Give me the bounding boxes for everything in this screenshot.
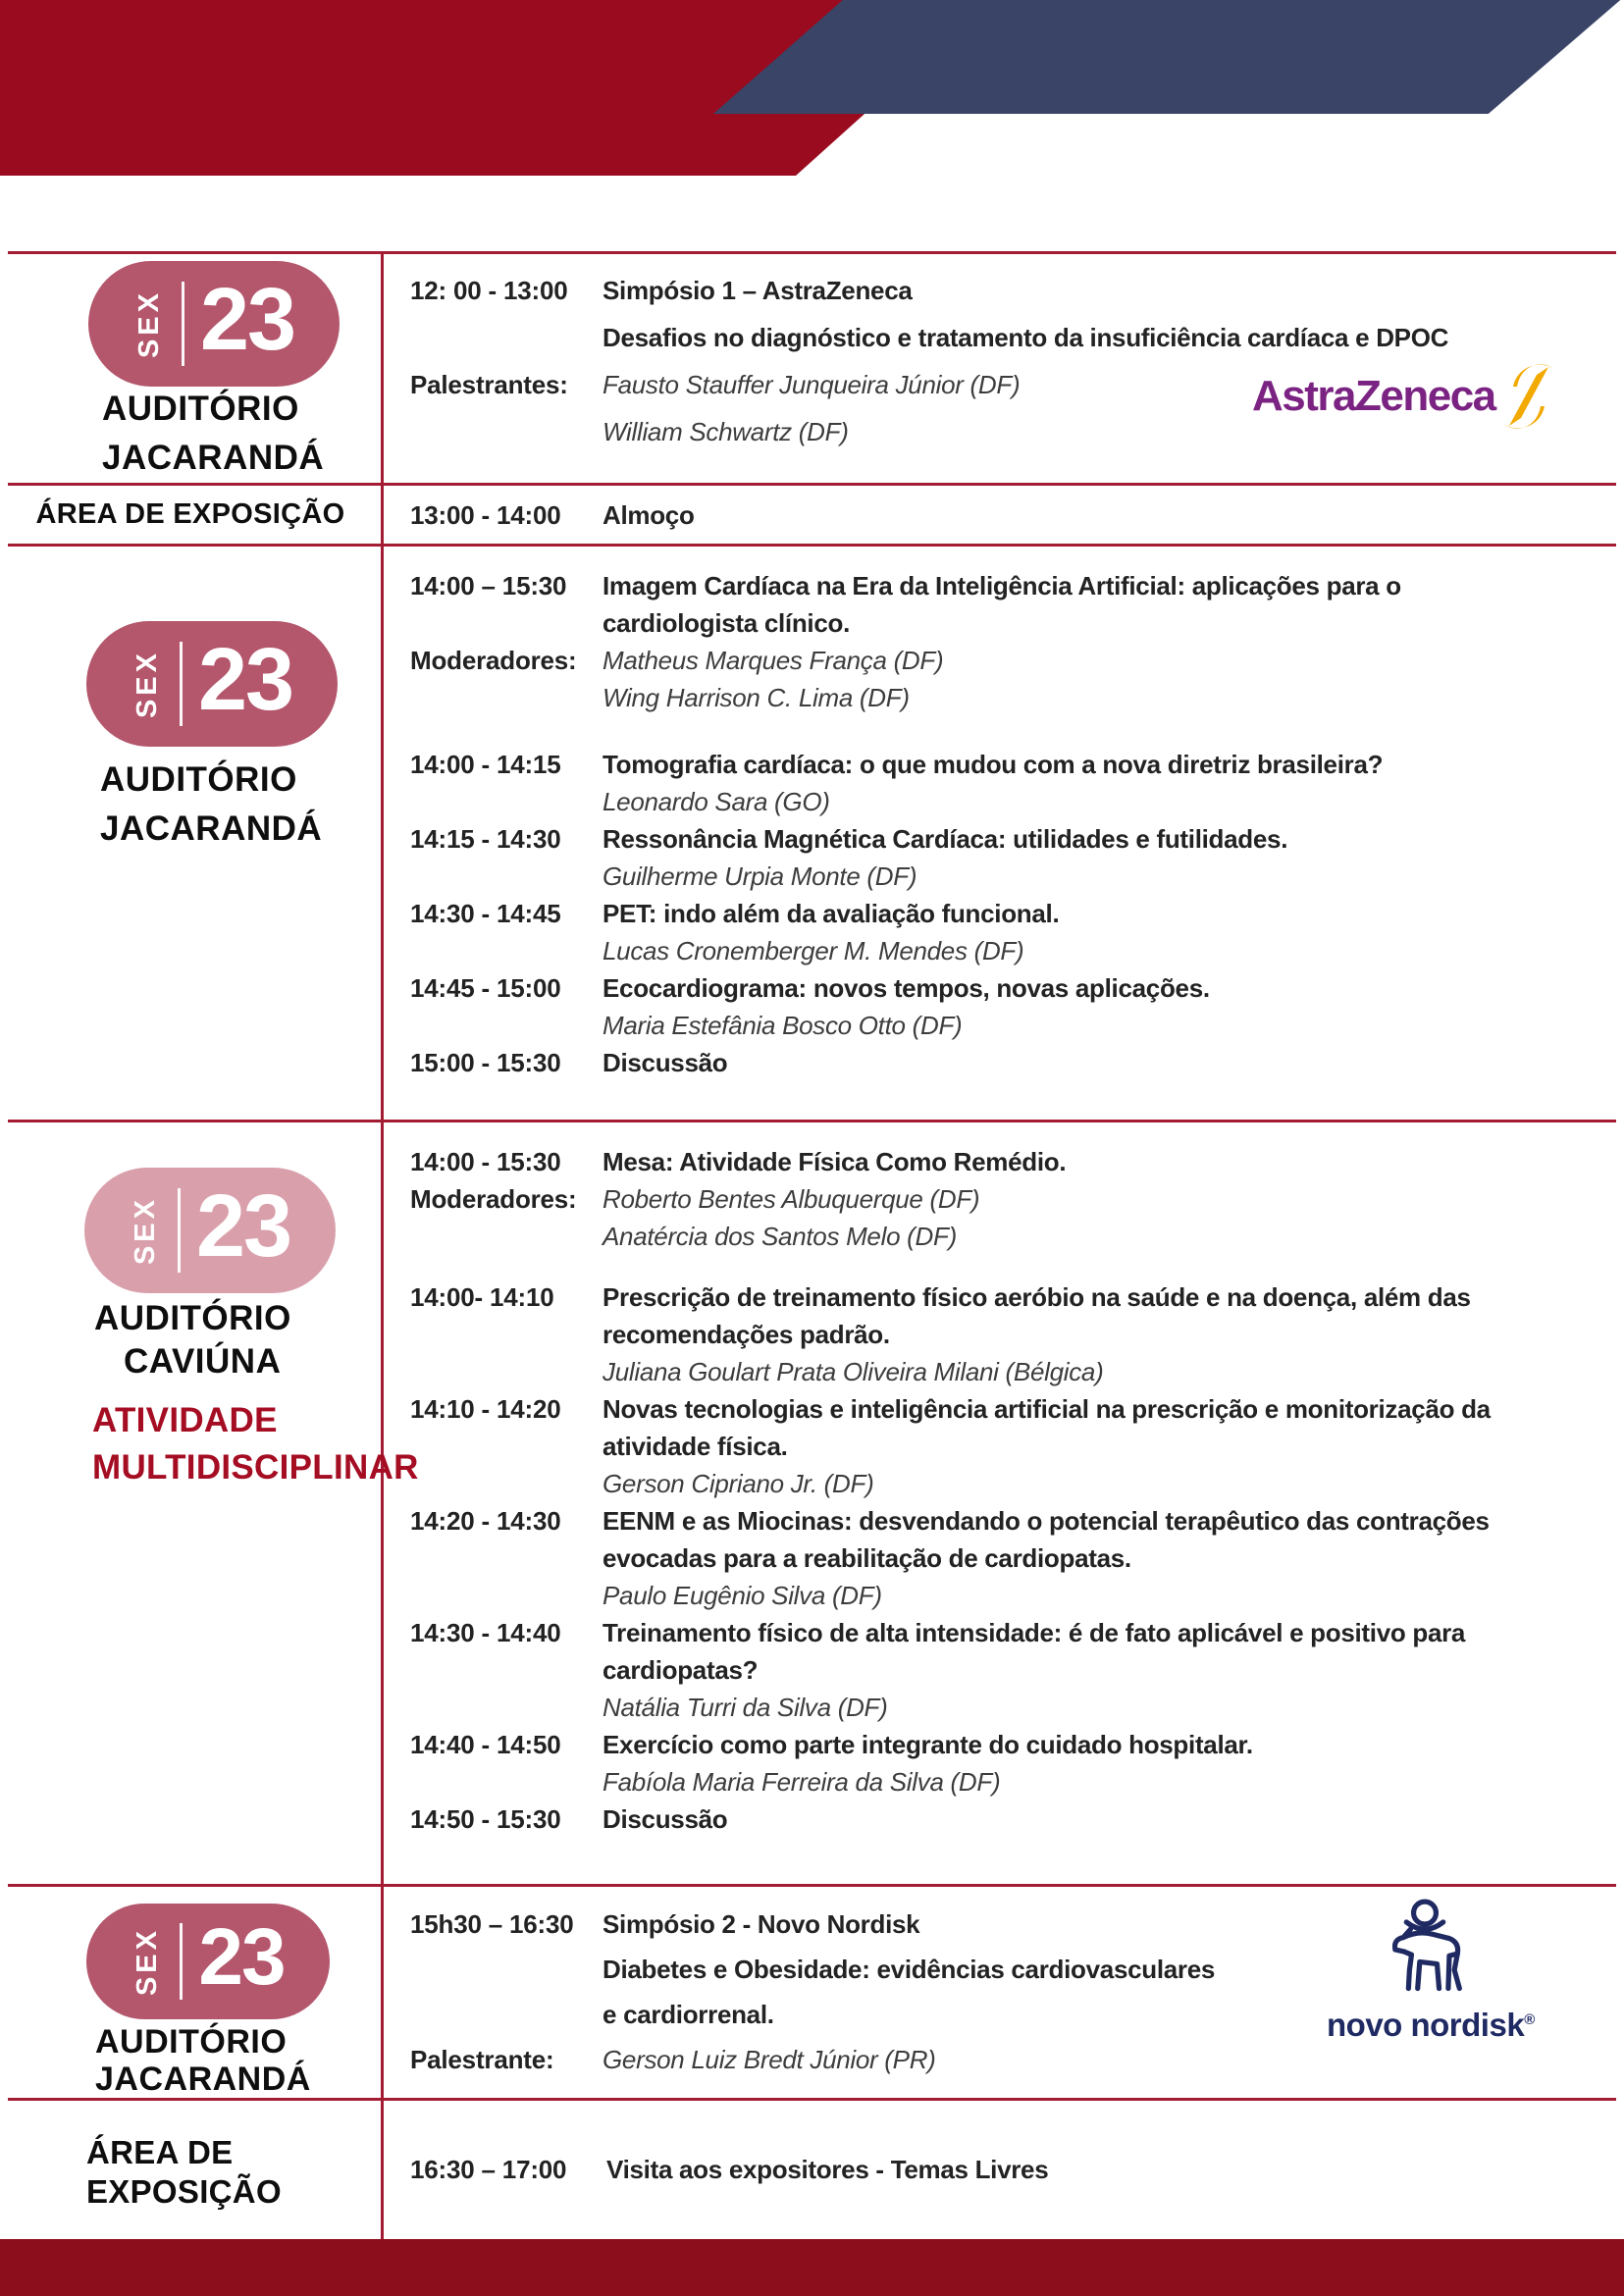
schedule-line: cardiopatas? — [602, 1655, 759, 1685]
spacer — [410, 716, 1624, 746]
badge-divider — [182, 282, 184, 366]
footer-bar — [0, 2239, 1624, 2296]
schedule-line: 12: 00 - 13:00 Simpósio 1 – AstraZeneca — [410, 276, 913, 305]
track-name: ATIVIDADE MULTIDISCIPLINAR — [92, 1401, 419, 1487]
schedule-block-3 — [381, 567, 1624, 1081]
astrazeneca-logo — [1252, 357, 1558, 436]
schedule-line: Juliana Goulart Prata Oliveira Milani (Bélgica) — [602, 1357, 1104, 1386]
day-number: 23 — [198, 1912, 285, 2002]
registered-mark: ® — [1524, 2011, 1535, 2028]
schedule-line: Palestrante: Gerson Luiz Bredt Júnior (PR) — [410, 2045, 936, 2074]
schedule-line: 13:00 - 14:00 Almoço — [410, 499, 695, 530]
schedule-line: Lucas Cronemberger M. Mendes (DF) — [602, 936, 1024, 965]
schedule-line: Anatércia dos Santos Melo (DF) — [602, 1222, 957, 1251]
schedule-line: recomendações padrão. — [602, 1320, 890, 1349]
day-badge — [84, 1168, 336, 1293]
day-label: SEX — [131, 1926, 164, 1997]
schedule-line: 14:30 - 14:40 Treinamento físico de alta intensidade: é de fato aplicável e positivo para — [410, 1618, 1466, 1647]
row-divider — [8, 1884, 1616, 1887]
schedule-line: 14:50 - 15:30 Discussão — [410, 1804, 728, 1834]
schedule-line: 14:15 - 14:30 Ressonância Magnética Cardíaca: utilidades e futilidades. — [410, 824, 1288, 854]
schedule-line: Leonardo Sara (GO) — [602, 787, 830, 816]
day-badge — [86, 1904, 330, 2019]
schedule-line: William Schwartz (DF) — [602, 417, 849, 446]
row-divider — [8, 1120, 1616, 1122]
schedule-line: 14:00 - 14:15 Tomografia cardíaca: o que mudou com a nova diretriz brasileira? — [410, 750, 1384, 779]
schedule-line: e cardiorrenal. — [602, 2000, 774, 2029]
schedule-line: evocadas para a reabilitação de cardiopatas. — [602, 1543, 1131, 1573]
schedule-line: 14:30 - 14:45 PET: indo além da avaliação funcional. — [410, 899, 1060, 928]
day-label: SEX — [131, 649, 163, 719]
schedule-line: Palestrantes: Fausto Stauffer Junqueira Júnior (DF) — [410, 370, 1021, 399]
novonordisk-wordmark: novo nordisk® — [1327, 2007, 1535, 2043]
schedule-line: Moderadores: Roberto Bentes Albuquerque (DF) — [410, 1184, 980, 1214]
astrazeneca-icon — [1499, 357, 1558, 436]
venue-name: AUDITÓRIO JACARANDÁ — [100, 760, 323, 848]
day-number: 23 — [197, 630, 293, 729]
schedule-line: 16:30 – 17:00 Visita aos expositores - Temas Livres — [410, 2154, 1049, 2184]
schedule-block-2 — [381, 485, 1624, 546]
schedule-line: 15h30 – 16:30 Simpósio 2 - Novo Nordisk — [410, 1909, 920, 1939]
day-label: SEX — [132, 288, 165, 359]
badge-divider — [178, 1188, 181, 1273]
venue-name: AUDITÓRIO JACARANDÁ — [102, 390, 325, 477]
schedule-block-6 — [381, 2100, 1624, 2239]
schedule-line: 14:00- 14:10 Prescrição de treinamento físico aeróbio na saúde e na doença, além das — [410, 1282, 1471, 1312]
schedule-line: Maria Estefânia Bosco Otto (DF) — [602, 1011, 963, 1040]
day-label: SEX — [129, 1195, 161, 1266]
badge-divider — [180, 642, 183, 726]
schedule-line: Guilherme Urpia Monte (DF) — [602, 861, 917, 891]
day-badge — [86, 621, 338, 747]
day-badge — [88, 261, 340, 387]
schedule-line: Wing Harrison C. Lima (DF) — [602, 683, 910, 712]
expo-area-label: ÁREA DE EXPOSIÇÃO — [35, 497, 345, 530]
row-divider — [8, 251, 1616, 254]
schedule-line: 14:45 - 15:00 Ecocardiograma: novos tempos, novas aplicações. — [410, 973, 1210, 1003]
schedule-line: Desafios no diagnóstico e tratamento da insuficiência cardíaca e DPOC — [602, 323, 1449, 352]
schedule-line: Moderadores: Matheus Marques França (DF) — [410, 646, 944, 675]
novonordisk-logo — [1327, 1898, 1535, 2044]
badge-divider — [180, 1923, 183, 2000]
schedule-line: 14:00 - 15:30 Mesa: Atividade Física Como Remédio. — [410, 1147, 1067, 1176]
schedule-line: 14:10 - 14:20 Novas tecnologias e inteligência artificial na prescrição e monitorização da — [410, 1394, 1491, 1424]
schedule-line: 14:40 - 14:50 Exercício como parte integrante do cuidado hospitalar. — [410, 1730, 1253, 1759]
novonordisk-bull-icon — [1374, 1898, 1476, 2002]
spacer — [410, 1255, 1624, 1278]
schedule-line: 15:00 - 15:30 Discussão — [410, 1048, 728, 1077]
schedule-line: 14:00 – 15:30 Imagem Cardíaca na Era da Inteligência Artificial: aplicações para o — [410, 571, 1401, 600]
venue-name: AUDITÓRIO CAVIÚNA — [94, 1299, 291, 1381]
schedule-line: Fabíola Maria Ferreira da Silva (DF) — [602, 1767, 1001, 1797]
header-navy-shape — [713, 0, 1624, 114]
schedule-line: atividade física. — [602, 1432, 788, 1461]
astrazeneca-wordmark: AstraZeneca — [1252, 372, 1495, 420]
venue-name: AUDITÓRIO JACARANDÁ — [95, 2023, 311, 2098]
schedule-line: 14:20 - 14:30 EENM e as Miocinas: desvendando o potencial terapêutico das contrações — [410, 1506, 1490, 1536]
day-number: 23 — [195, 1176, 291, 1276]
expo-area-label: ÁREA DE EXPOSIÇÃO — [86, 2134, 282, 2210]
day-number: 23 — [199, 270, 295, 369]
schedule-line: cardiologista clínico. — [602, 608, 851, 638]
schedule-line: Natália Turri da Silva (DF) — [602, 1693, 888, 1722]
schedule-line: Gerson Cipriano Jr. (DF) — [602, 1469, 874, 1498]
schedule-line: Diabetes e Obesidade: evidências cardiovasculares — [602, 1955, 1216, 1984]
schedule-block-4 — [381, 1143, 1624, 1838]
schedule-line: Paulo Eugênio Silva (DF) — [602, 1581, 882, 1610]
